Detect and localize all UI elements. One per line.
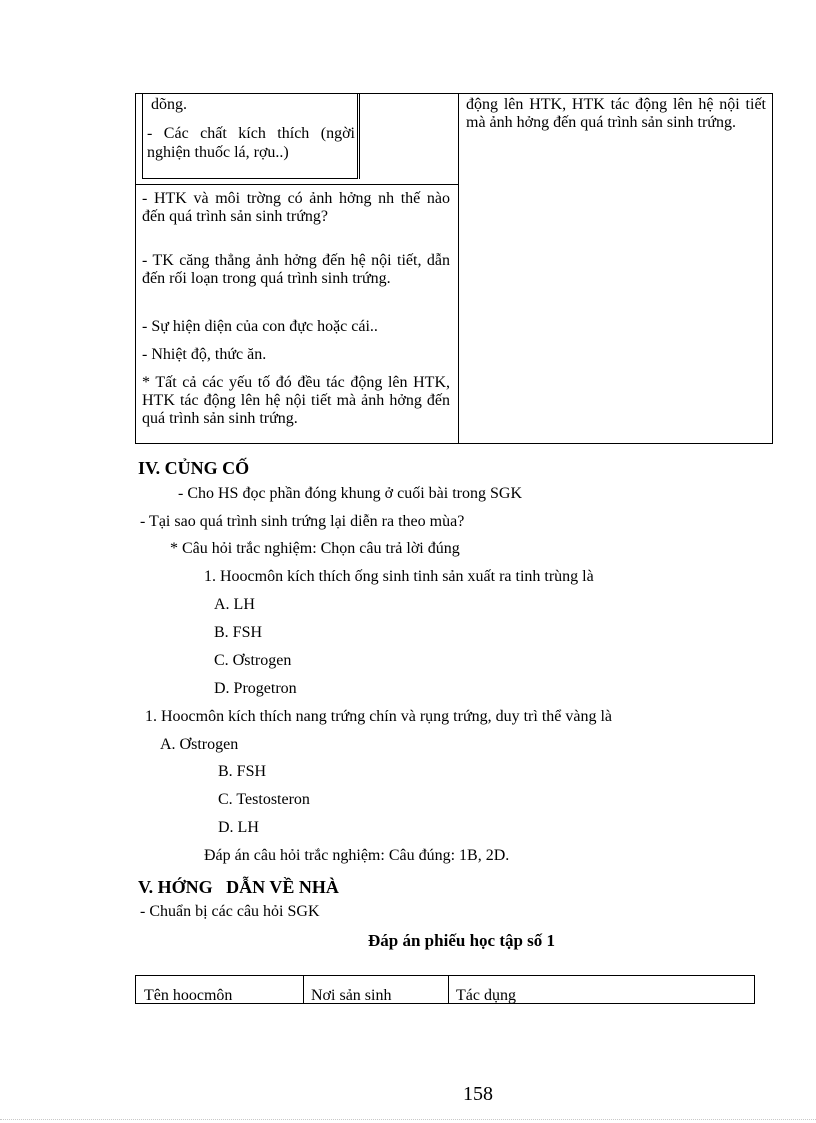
answer-sheet-title: Đáp án phiếu học tập số 1 xyxy=(368,931,556,950)
left-column-item-3: - Nhiệt độ, thức ăn. xyxy=(142,346,267,363)
left-column-summary: * Tất cả các yếu tố đó đều tác động lên HTK, HTK tác động lên hệ nội tiết mà ảnh hởng đến quá trình sản sinh trứng. xyxy=(142,374,450,427)
page-edge xyxy=(0,1119,816,1120)
answer-sheet-table xyxy=(135,975,755,1004)
left-column-item-1: - TK căng thẳng ảnh hởng đến hệ nội tiết, dẫn đến rối loạn trong quá trình sinh trứng. xyxy=(142,252,450,287)
section-4-heading: IV. CỦNG CỐ xyxy=(138,458,250,478)
right-column-text: động lên HTK, HTK tác động lên hệ nội tiết mà ảnh hởng đến quá trình sản sinh trứng. xyxy=(466,96,766,131)
question-1-option-d: D. Progetron xyxy=(214,680,297,697)
inner-table xyxy=(142,94,358,179)
question-1-option-c: C. Ơstrogen xyxy=(214,652,292,669)
page-number: 158 xyxy=(463,1083,493,1105)
question-1-option-b: B. FSH xyxy=(214,624,263,641)
answer-sheet-divider-1 xyxy=(303,976,304,1003)
question-1-option-a: A. LH xyxy=(214,596,255,613)
left-column-question: - HTK và môi trờng có ảnh hởng nh thế nào đến quá trình sản sinh trứng? xyxy=(142,190,450,225)
header-production-site: Nơi sản sinh xyxy=(311,987,392,1004)
top-table xyxy=(135,93,773,444)
section-5-heading: V. HỚNG DẪN VỀ NHÀ xyxy=(138,877,339,897)
question-2-option-a: A. Ơstrogen xyxy=(160,736,239,753)
section-5-line-1: - Chuẩn bị các câu hỏi SGK xyxy=(140,903,320,920)
left-column-separator xyxy=(136,184,458,185)
quiz-answer: Đáp án câu hỏi trắc nghiệm: Câu đúng: 1B, 2D. xyxy=(204,847,510,864)
question-2-option-b: B. FSH xyxy=(218,763,267,780)
inner-table-divider xyxy=(359,94,360,179)
answer-sheet-divider-2 xyxy=(448,976,449,1003)
question-2: 1. Hoocmôn kích thích nang trứng chín và rụng trứng, duy trì thể vàng là xyxy=(145,708,613,725)
question-2-option-c: C. Testosteron xyxy=(218,791,310,808)
section-4-line-3: * Câu hỏi trắc nghiệm: Chọn câu trả lời đúng xyxy=(170,540,460,557)
header-hormone-name: Tên hoocmôn xyxy=(144,987,233,1004)
section-4-line-2: - Tại sao quá trình sinh trứng lại diễn ra theo mùa? xyxy=(140,513,465,530)
header-effect: Tác dụng xyxy=(456,987,516,1004)
question-1: 1. Hoocmôn kích thích ống sinh tinh sản xuất ra tinh trùng là xyxy=(204,568,594,585)
left-column-item-2: - Sự hiện diện của con đực hoặc cái.. xyxy=(142,318,378,335)
section-4-line-1: - Cho HS đọc phần đóng khung ở cuối bài trong SGK xyxy=(178,485,522,502)
inner-cell-line-2: - Các chất kích thích (ngời nghiện thuốc lá, rợu..) xyxy=(147,125,355,161)
question-2-option-d: D. LH xyxy=(218,819,259,836)
top-table-column-divider xyxy=(458,94,459,443)
inner-cell-line-1: dõng. xyxy=(151,96,187,113)
